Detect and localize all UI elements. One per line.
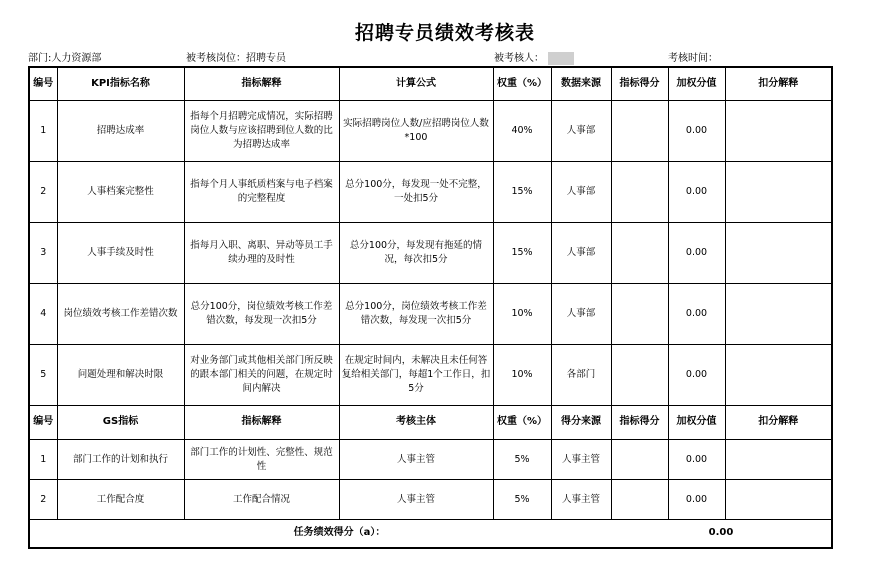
kpi-source-cell: 人事部: [551, 101, 611, 162]
total-value: 0.00: [611, 520, 832, 549]
kpi-formula-cell: 总分100分，每发现一处不完整，一处扣5分: [339, 162, 493, 223]
kpi-weight-cell: 15%: [493, 162, 551, 223]
kpi-name-cell: 岗位绩效考核工作差错次数: [57, 284, 184, 345]
kpi-desc-cell: 指每月入职、离职、异动等员工手续办理的及时性: [184, 223, 339, 284]
gs-row: [29, 480, 832, 520]
kpi-no-cell: 2: [29, 162, 57, 223]
kpi-formula-cell: 实际招聘岗位人数/应招聘岗位人数*100: [339, 101, 493, 162]
gs-subject-cell: 人事主管: [339, 440, 493, 480]
total-label: 任务绩效得分（a）：: [29, 520, 611, 549]
header-source: 数据来源: [551, 67, 611, 101]
kpi-score-cell[interactable]: [611, 101, 668, 162]
gs-name-cell: 部门工作的计划和执行: [57, 440, 184, 480]
gs-deduct-cell[interactable]: [725, 480, 832, 520]
header-formula: 计算公式: [339, 67, 493, 101]
kpi-weighted-cell: 0.00: [668, 284, 725, 345]
kpi-header-row: [29, 67, 832, 101]
gs-subject-cell: 人事主管: [339, 480, 493, 520]
kpi-deduct-cell[interactable]: [725, 284, 832, 345]
kpi-no-cell: 5: [29, 345, 57, 406]
gs-desc-cell: 工作配合情况: [184, 480, 339, 520]
gs-no-cell: 1: [29, 440, 57, 480]
kpi-name-cell: 人事手续及时性: [57, 223, 184, 284]
gs-deduct-cell[interactable]: [725, 440, 832, 480]
gs-row: [29, 440, 832, 480]
kpi-formula-cell: 在规定时间内，未解决且未任何答复给相关部门，每超1个工作日，扣5分: [339, 345, 493, 406]
header-weighted: 加权分值: [668, 67, 725, 101]
kpi-formula-cell: 总分100分，岗位绩效考核工作差错次数，每发现一次扣5分: [339, 284, 493, 345]
kpi-weight-cell: 10%: [493, 284, 551, 345]
header-score: 指标得分: [611, 67, 668, 101]
department-label: 部门:人力资源部: [28, 53, 102, 64]
gs-desc-cell: 部门工作的计划性、完整性、规范性: [184, 440, 339, 480]
kpi-name-cell: 问题处理和解决时限: [57, 345, 184, 406]
kpi-weight-cell: 15%: [493, 223, 551, 284]
kpi-score-cell[interactable]: [611, 162, 668, 223]
kpi-formula-cell: 总分100分，每发现有拖延的情况，每次扣5分: [339, 223, 493, 284]
kpi-name-cell: 人事档案完整性: [57, 162, 184, 223]
header-subject: 考核主体: [339, 406, 493, 440]
kpi-name-cell: 招聘达成率: [57, 101, 184, 162]
kpi-deduct-cell[interactable]: [725, 345, 832, 406]
gs-weight-cell: 5%: [493, 440, 551, 480]
kpi-score-cell[interactable]: [611, 223, 668, 284]
header-weight: 权重（%）: [493, 67, 551, 101]
kpi-weight-cell: 10%: [493, 345, 551, 406]
kpi-weighted-cell: 0.00: [668, 223, 725, 284]
header-no: 编号: [29, 406, 57, 440]
total-row: [29, 520, 832, 549]
kpi-desc-cell: 指每个月人事纸质档案与电子档案的完整程度: [184, 162, 339, 223]
kpi-deduct-cell[interactable]: [725, 162, 832, 223]
kpi-source-cell: 人事部: [551, 284, 611, 345]
kpi-weighted-cell: 0.00: [668, 345, 725, 406]
kpi-deduct-cell[interactable]: [725, 101, 832, 162]
header-deduct: 扣分解释: [725, 67, 832, 101]
kpi-score-cell[interactable]: [611, 284, 668, 345]
kpi-weight-cell: 40%: [493, 101, 551, 162]
header-desc: 指标解释: [184, 67, 339, 101]
header-kpi-name: KPI指标名称: [57, 67, 184, 101]
page-title: 招聘专员绩效考核表: [354, 22, 535, 44]
kpi-no-cell: 3: [29, 223, 57, 284]
kpi-source-cell: 人事部: [551, 223, 611, 284]
assessment-time-label: 考核时间：: [668, 53, 718, 64]
header-weighted: 加权分值: [668, 406, 725, 440]
performance-table: [28, 66, 833, 549]
gs-no-cell: 2: [29, 480, 57, 520]
kpi-row: [29, 345, 832, 406]
header-gs-name: GS指标: [57, 406, 184, 440]
gs-weighted-cell: 0.00: [668, 480, 725, 520]
kpi-row: [29, 223, 832, 284]
redacted-name-block: [548, 52, 574, 65]
kpi-row: [29, 162, 832, 223]
kpi-weighted-cell: 0.00: [668, 101, 725, 162]
gs-source-cell: 人事主管: [551, 480, 611, 520]
header-score-source: 得分来源: [551, 406, 611, 440]
assessee-label: 被考核人：: [494, 53, 544, 64]
gs-header-row: [29, 406, 832, 440]
kpi-source-cell: 各部门: [551, 345, 611, 406]
header-weight: 权重（%）: [493, 406, 551, 440]
gs-score-cell[interactable]: [611, 440, 668, 480]
kpi-row: [29, 284, 832, 345]
gs-weighted-cell: 0.00: [668, 440, 725, 480]
kpi-deduct-cell[interactable]: [725, 223, 832, 284]
kpi-score-cell[interactable]: [611, 345, 668, 406]
kpi-source-cell: 人事部: [551, 162, 611, 223]
gs-source-cell: 人事主管: [551, 440, 611, 480]
kpi-desc-cell: 指每个月招聘完成情况，实际招聘岗位人数与应该招聘到位人数的比为招聘达成率: [184, 101, 339, 162]
kpi-weighted-cell: 0.00: [668, 162, 725, 223]
header-no: 编号: [29, 67, 57, 101]
header-score: 指标得分: [611, 406, 668, 440]
kpi-desc-cell: 对业务部门或其他相关部门所反映的跟本部门相关的问题，在规定时间内解决: [184, 345, 339, 406]
header-deduct: 扣分解释: [725, 406, 832, 440]
position-label: 被考核岗位：招聘专员: [186, 53, 286, 64]
kpi-no-cell: 1: [29, 101, 57, 162]
kpi-row: [29, 101, 832, 162]
kpi-desc-cell: 总分100分，岗位绩效考核工作差错次数，每发现一次扣5分: [184, 284, 339, 345]
header-desc: 指标解释: [184, 406, 339, 440]
assessee-field: [494, 49, 574, 65]
gs-weight-cell: 5%: [493, 480, 551, 520]
gs-score-cell[interactable]: [611, 480, 668, 520]
gs-name-cell: 工作配合度: [57, 480, 184, 520]
kpi-no-cell: 4: [29, 284, 57, 345]
